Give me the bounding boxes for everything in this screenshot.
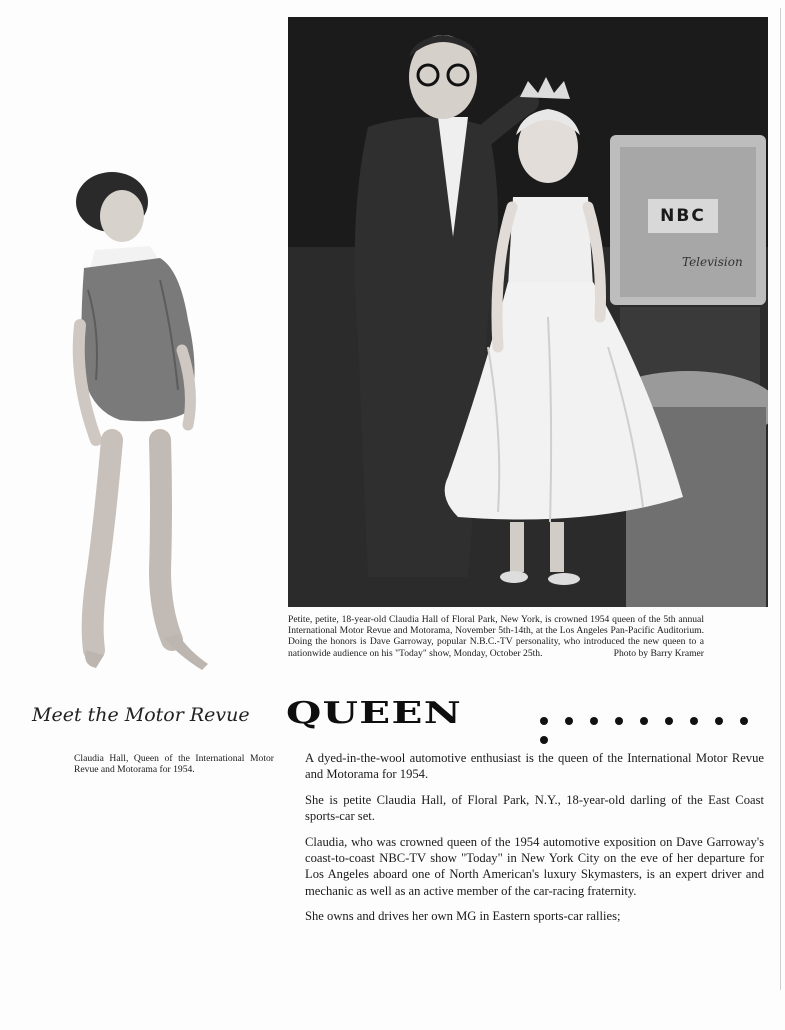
nbc-logo (648, 200, 718, 232)
headline-dot (715, 717, 723, 725)
headline-dot (540, 717, 548, 725)
photo-caption (288, 614, 704, 659)
headline-dots (540, 710, 772, 748)
crowning-photo (288, 17, 768, 607)
photo-caption-text: Petite, petite, 18-year-old Claudia Hall of Floral Park, New York, is crowned 1954 queen of the 5th annual International Motor Revue and Motorama, November 5th-14th, at the Los Angeles Pan-Pacific Auditorium. Doing the honors is Dave Garroway, popular N.B.C.-TV personality, who introduced the new queen to a nationwide audience on his "Today" show, Monday, October 25th. (288, 614, 704, 659)
headline-dot (615, 717, 623, 725)
headline-dot (640, 717, 648, 725)
body-paragraph-3: Claudia, who was crowned queen of the 1954 automotive exposition on Dave Garroway's coast-to-coast NBC-TV show "Today" in New York City on the eve of her departure for Los Angeles aboard one of North American's luxury Skymasters, is an expert driver and mechanic as well as an active member of the car-racing fraternity. (305, 834, 764, 898)
headline-dot (740, 717, 748, 725)
headline-dot (565, 717, 573, 725)
nbc-logo-letters: NBC (660, 206, 706, 226)
headline-lead: Meet the Motor Revue (32, 704, 250, 726)
headline-dot (690, 717, 698, 725)
body-paragraph-1: A dyed-in-the-wool automotive enthusiast is the queen of the International Motor Revue and Motorama for 1954. (305, 751, 764, 782)
headline (32, 696, 772, 736)
side-caption: Claudia Hall, Queen of the International Motor Revue and Motorama for 1954. (74, 753, 274, 775)
headline-dot (590, 717, 598, 725)
page-edge (780, 8, 781, 990)
photo-credit: Photo by Barry Kramer (613, 647, 704, 659)
queen-portrait-photo (60, 150, 220, 690)
body-paragraph-2: She is petite Claudia Hall, of Floral Park, N.Y., 18-year-old darling of the East Coast sports-car set. (305, 792, 764, 824)
television-script: Television (682, 255, 743, 269)
body-paragraph-4: She owns and drives her own MG in Eastern sports-car rallies; (305, 909, 621, 924)
article-body (305, 750, 764, 934)
headline-dot (665, 717, 673, 725)
headline-main: QUEEN (286, 696, 463, 731)
headline-dot (540, 736, 548, 744)
